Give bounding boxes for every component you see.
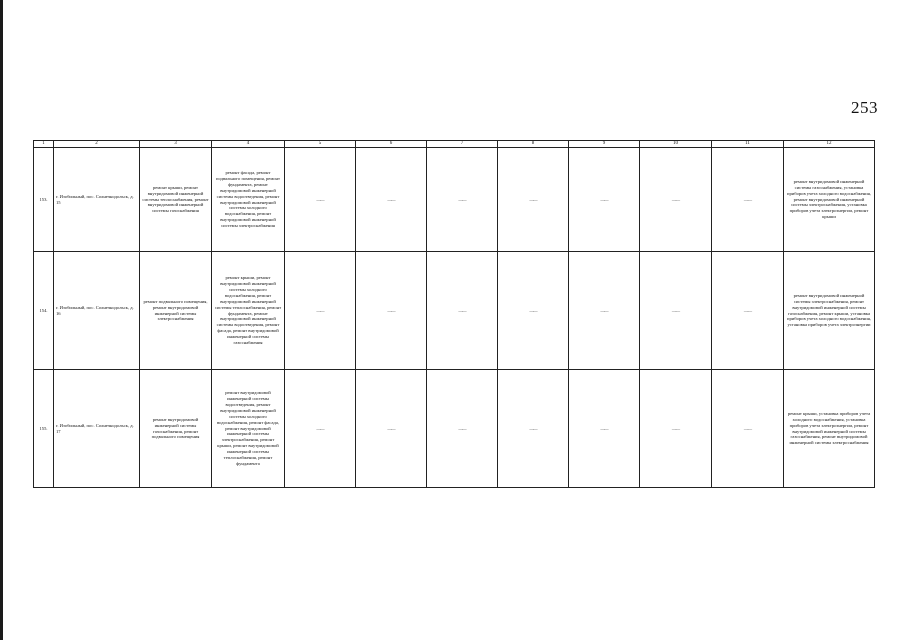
- empty-dash-cell: ——: [569, 148, 640, 252]
- empty-dash-cell: ——: [712, 148, 784, 252]
- empty-dash-cell: ——: [569, 252, 640, 370]
- empty-dash-cell: ——: [498, 148, 569, 252]
- row-number: 153.: [34, 148, 54, 252]
- works-cell: ремонт внутридомовой инженерной системы электроснабжения, ремонт внутридомовой инженерной системы газоснабжения, ремонт крыши, установка приборов учета холодного водоснабжения, установка приборов учета электроэнергии: [784, 252, 875, 370]
- column-header: 5: [285, 141, 356, 148]
- scan-edge: [0, 0, 3, 640]
- empty-dash-cell: ——: [569, 370, 640, 488]
- empty-dash-cell: ——: [712, 252, 784, 370]
- empty-dash-cell: ——: [712, 370, 784, 488]
- empty-dash-cell: ——: [640, 148, 712, 252]
- empty-dash-cell: ——: [356, 252, 427, 370]
- empty-dash-cell: ——: [285, 148, 356, 252]
- column-header: 1: [34, 141, 54, 148]
- table-row: [34, 148, 875, 252]
- row-address: г. Изобильный, пос. Солнечнодольск, д. 17: [54, 370, 140, 488]
- works-table: [33, 140, 875, 488]
- works-cell: ремонт подвального помещения, ремонт внутридомовой инженерной системы электроснабжения: [140, 252, 212, 370]
- works-cell: ремонт крыши, ремонт внутридомовой инженерной системы холодного водоснабжения, ремонт внутридомовой инженерной системы теплоснабжения, ремонт фундамента, ремонт внутридомовой инженерной системы водоотведения, ремонт фасада, ремонт внутридомовой инженерной системы газоснабжения: [212, 252, 285, 370]
- column-header: 12: [784, 141, 875, 148]
- empty-dash-cell: ——: [427, 252, 498, 370]
- works-cell: ремонт внутридомовой инженерной системы газоснабжения, установка приборов учета холодного водоснабжения, ремонт внутридомовой инженерной системы электроснабжения, установка приборов учета электроэнергии, ремонт крыши: [784, 148, 875, 252]
- row-number: 155.: [34, 370, 54, 488]
- empty-dash-cell: ——: [427, 148, 498, 252]
- column-header: 11: [712, 141, 784, 148]
- column-header: 2: [54, 141, 140, 148]
- works-cell: ремонт внутридомовой инженерной системы водоотведения, ремонт внутридомовой инженерной системы холодного водоснабжения, ремонт фасада, ремонт внутридомовой инженерной системы электроснабжения, ремонт крыши, ремонт внутридомовой инженерной системы теплоснабжения, ремонт фундамента: [212, 370, 285, 488]
- column-header: 6: [356, 141, 427, 148]
- row-number: 154.: [34, 252, 54, 370]
- row-address: г. Изобильный, пос. Солнечнодольск, д. 16: [54, 252, 140, 370]
- empty-dash-cell: ——: [427, 370, 498, 488]
- column-header: 10: [640, 141, 712, 148]
- empty-dash-cell: ——: [356, 370, 427, 488]
- empty-dash-cell: ——: [498, 252, 569, 370]
- empty-dash-cell: ——: [285, 252, 356, 370]
- column-header: 4: [212, 141, 285, 148]
- column-header: 3: [140, 141, 212, 148]
- row-address: г. Изобильный, пос. Солнечнодольск, д. 15: [54, 148, 140, 252]
- column-number-row: [34, 141, 875, 148]
- empty-dash-cell: ——: [640, 252, 712, 370]
- works-cell: ремонт фасада, ремонт подвального помещения, ремонт фундамента, ремонт внутридомовой инженерной системы водоотведения, ремонт внутридомовой инженерной системы холодного водоснабжения, ремонт внутридомовой инженерной системы электроснабжения: [212, 148, 285, 252]
- empty-dash-cell: ——: [356, 148, 427, 252]
- works-cell: ремонт крыши, установка приборов учета холодного водоснабжения, установка приборов учета электроэнергии, ремонт внутридомовой инженерной системы газоснабжения, ремонт внутридомовой инженерной системы электроснабжения: [784, 370, 875, 488]
- empty-dash-cell: ——: [498, 370, 569, 488]
- works-cell: ремонт внутридомовой инженерной системы газоснабжения, ремонт подвального помещения: [140, 370, 212, 488]
- column-header: 7: [427, 141, 498, 148]
- column-header: 8: [498, 141, 569, 148]
- page-number: 253: [851, 98, 878, 117]
- empty-dash-cell: ——: [640, 370, 712, 488]
- table-row: [34, 370, 875, 488]
- column-header: 9: [569, 141, 640, 148]
- empty-dash-cell: ——: [285, 370, 356, 488]
- table-row: [34, 252, 875, 370]
- works-cell: ремонт крыши, ремонт внутридомовой инженерной системы теплоснабжения, ремонт внутридомовой инженерной системы газоснабжения: [140, 148, 212, 252]
